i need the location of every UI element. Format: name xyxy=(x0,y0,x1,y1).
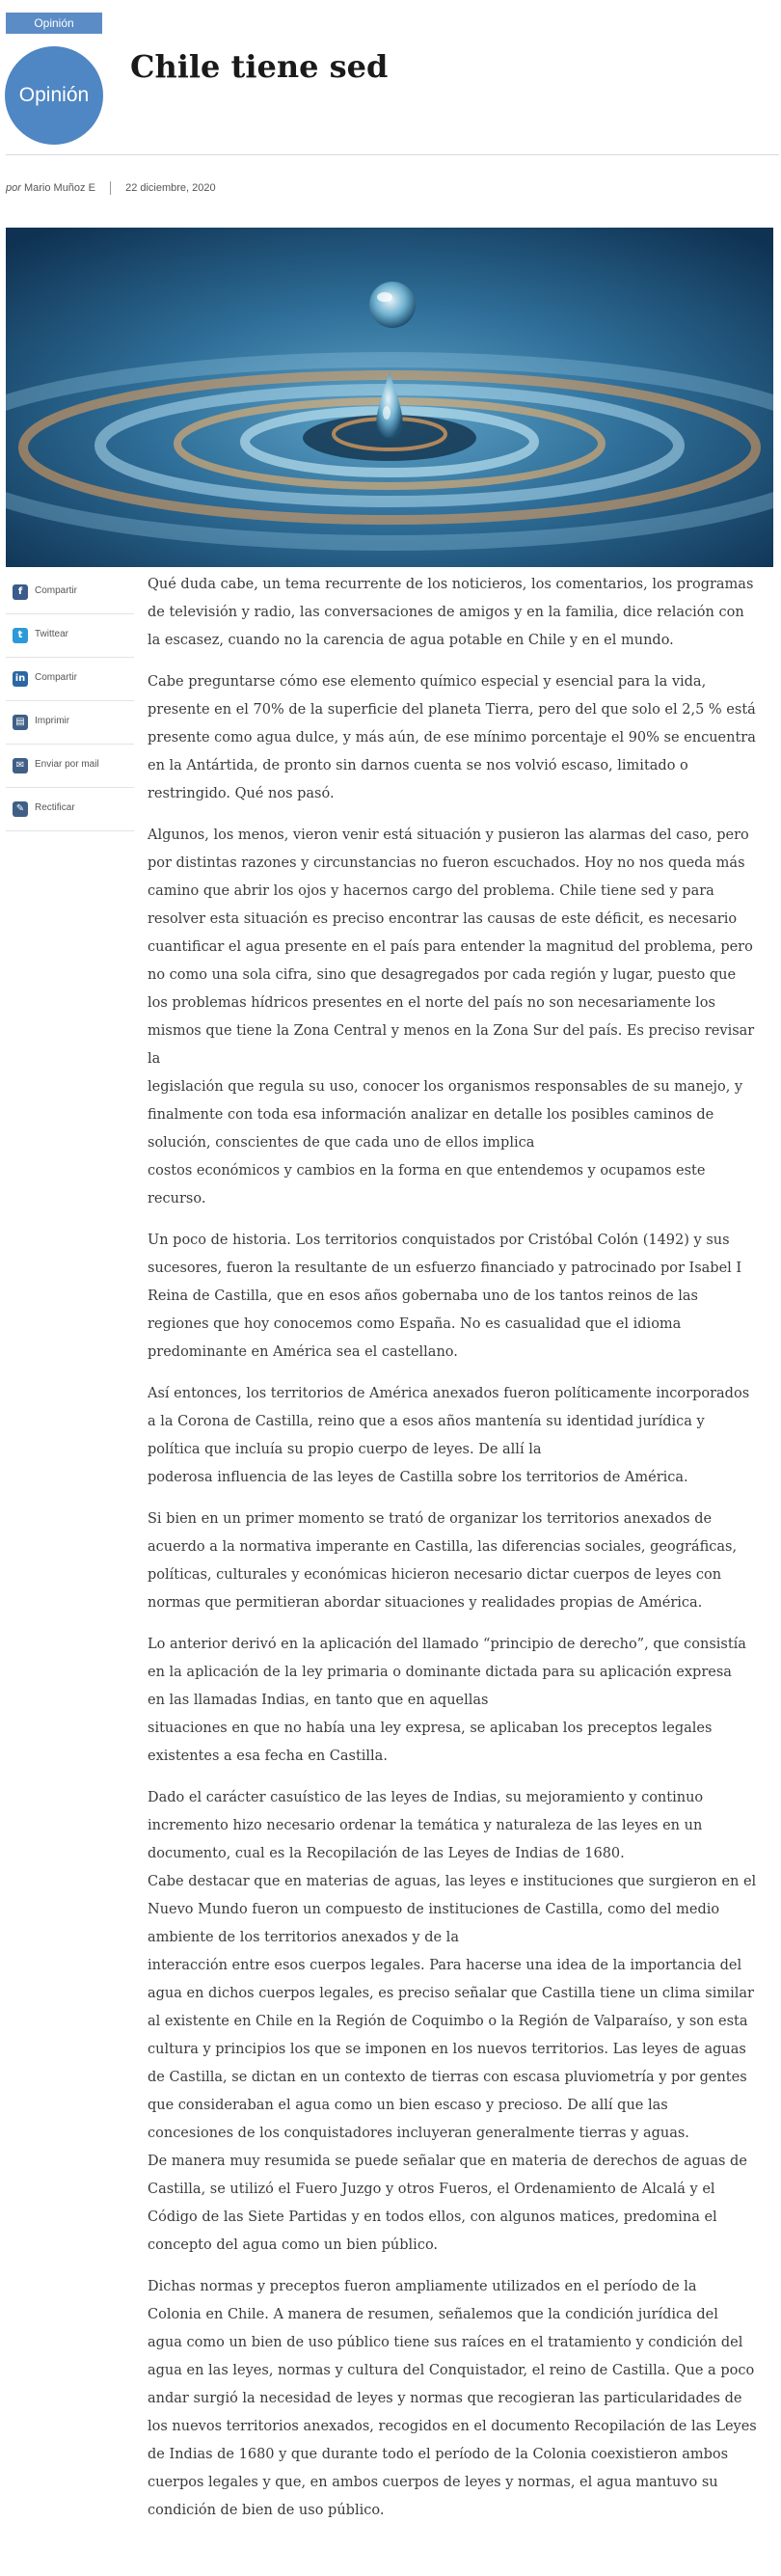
share-sidebar xyxy=(6,571,134,831)
paragraph-line: costos económicos y cambios en la forma en que entendemos y ocupamos este xyxy=(148,1163,706,1179)
paragraph-line: política que incluía su propio cuerpo de leyes. De allí la xyxy=(148,1442,542,1457)
paragraph-line: Si bien en un primer momento se trató de organizar los territorios anexados de xyxy=(148,1511,713,1527)
share-twitter-button[interactable] xyxy=(6,614,134,658)
paragraph-line: poderosa influencia de las leyes de Castilla sobre los territorios de América. xyxy=(148,1470,688,1485)
paragraph-line: Colonia en Chile. A manera de resumen, señalemos que la condición jurídica del xyxy=(148,2307,718,2322)
paragraph-line: que consideraban el agua como un bien escaso y precioso. De allí que las xyxy=(148,2098,668,2113)
paragraph-line: al existente en Chile en la Región de Coquimbo o la Región de Valparaíso, y son esta xyxy=(148,2014,748,2029)
paragraph-line: políticas, culturales y económicas hicieron necesario dictar cuerpos de leyes con xyxy=(148,1567,722,1583)
paragraph-line: andar surgió la necesidad de leyes y normas que recogieran las particularidades de xyxy=(148,2391,742,2406)
paragraph-line: en las llamadas Indias, en tanto que en aquellas xyxy=(148,1693,489,1708)
linkedin-icon: in xyxy=(13,671,28,687)
paragraph-line: de televisión y radio, las conversaciones de amigos y en la familia, dice relación con xyxy=(148,605,744,620)
paragraph-line: Dado el carácter casuístico de las leyes de Indias, su mejoramiento y continuo xyxy=(148,1790,704,1805)
article-paragraph xyxy=(148,2273,772,2525)
paragraph-line: Lo anterior derivó en la aplicación del llamado “principio de derecho”, que consistía xyxy=(148,1637,746,1652)
section-badge: Opinión xyxy=(5,46,103,145)
paragraph-line: documento, cual es la Recopilación de las Leyes de Indias de 1680. xyxy=(148,1846,625,1861)
paragraph-line: condición de bien de uso público. xyxy=(148,2503,385,2518)
paragraph-line: en la aplicación de la ley primaria o dominante dictada para su aplicación expresa xyxy=(148,1665,732,1680)
paragraph-line: predominante en América sea el castellano. xyxy=(148,1344,458,1360)
paragraph-line: presente en el 70% de la superficie del planeta Tierra, pero del que solo el 2,5 % está xyxy=(148,702,756,718)
paragraph-line: Código de las Siete Partidas y en todos ellos, con algunos matices, predomina el xyxy=(148,2210,717,2225)
paragraph-line: agua en dichos cuerpos legales, es preciso señalar que Castilla tiene un clima similar xyxy=(148,1986,754,2001)
paragraph-line: Cabe destacar que en materias de aguas, las leyes e instituciones que surgieron en el xyxy=(148,1874,757,1889)
paragraph-line: Un poco de historia. Los territorios conquistados por Cristóbal Colón (1492) y sus xyxy=(148,1233,730,1248)
article-paragraph xyxy=(148,2148,772,2260)
paragraph-line: a la Corona de Castilla, reino que a esos años mantenía su identidad jurídica y xyxy=(148,1414,705,1429)
paragraph-line: acuerdo a la normativa imperante en Castilla, las diferencias sociales, geográficas, xyxy=(148,1539,738,1555)
share-linkedin-button[interactable] xyxy=(6,658,134,701)
paragraph-line: la xyxy=(148,1051,161,1067)
share-label: Twittear xyxy=(35,629,69,639)
hero-image-water-drop xyxy=(6,228,773,567)
paragraph-line: cuerpos legales y que, en ambos cuerpos de leyes y normas, el agua mantuvo su xyxy=(148,2475,718,2490)
paragraph-line: los nuevos territorios anexados, recogidos en el documento Recopilación de las Leyes xyxy=(148,2419,757,2434)
paragraph-line: incremento hizo necesario ordenar la temática y naturaleza de las leyes en un xyxy=(148,1818,703,1833)
header-divider xyxy=(6,154,779,155)
author-name[interactable]: Mario Muñoz E xyxy=(23,181,95,194)
share-label: Rectificar xyxy=(35,802,75,813)
article-paragraph xyxy=(148,1380,772,1492)
publish-date: 22 diciembre, 2020 xyxy=(125,181,216,194)
paragraph-line: de Castilla, se dictan en un contexto de tierras con escasa pluviometría y por gentes xyxy=(148,2070,747,2085)
article-body xyxy=(148,571,772,2538)
paragraph-line: Algunos, los menos, vieron venir está situación y pusieron las alarmas del caso, pero xyxy=(148,827,749,843)
paragraph-line: Castilla, se utilizó el Fuero Juzgo y otros Fueros, el Ordenamiento de Alcalá y el xyxy=(148,2182,715,2197)
paragraph-line: concepto del agua como un bien público. xyxy=(148,2237,439,2253)
paragraph-line: agua en las leyes, normas y cultura del Conquistador, el reino de Castilla. Que a poco xyxy=(148,2363,755,2378)
paragraph-line: regiones que hoy conocemos como España. No es casualidad que el idioma xyxy=(148,1316,682,1332)
share-label: Enviar por mail xyxy=(35,759,99,770)
share-label: Imprimir xyxy=(35,716,70,726)
article-paragraph xyxy=(148,668,772,808)
paragraph-line: en la Antártida, de pronto sin darnos cuenta se nos volvió escaso, limitado o xyxy=(148,758,688,773)
paragraph-line: recurso. xyxy=(148,1191,206,1207)
paragraph-line: Cabe preguntarse cómo ese elemento químico especial y esencial para la vida, xyxy=(148,674,707,690)
paragraph-line: De manera muy resumida se puede señalar que en materia de derechos de aguas de xyxy=(148,2154,747,2169)
paragraph-line: restringido. Qué nos pasó. xyxy=(148,786,335,801)
byline-por: por xyxy=(6,181,21,194)
paragraph-line: cultura y principios los que se imponen en los nuevos territorios. Las leyes de aguas xyxy=(148,2042,746,2057)
paragraph-line: de Indias de 1680 y que durante todo el período de la Colonia coexistieron ambos xyxy=(148,2447,729,2462)
paragraph-line: concesiones de los conquistadores incluyeran generalmente tierras y aguas. xyxy=(148,2126,689,2141)
print-button[interactable] xyxy=(6,701,134,745)
print-icon: ▤ xyxy=(13,715,28,730)
paragraph-line: la escasez, cuando no la carencia de agua potable en Chile y en el mundo. xyxy=(148,633,674,648)
share-label: Compartir xyxy=(35,672,77,683)
section-tag[interactable]: Opinión xyxy=(6,13,102,34)
paragraph-line: situaciones en que no había una ley expresa, se aplicaban los preceptos legales xyxy=(148,1721,713,1736)
water-drop-illustration xyxy=(6,228,773,567)
rectify-button[interactable] xyxy=(6,788,134,831)
paragraph-line: presente como agua dulce, y más aún, de ese mínimo porcentaje el 90% se encuentra xyxy=(148,730,756,746)
article-paragraph xyxy=(148,1784,772,2148)
paragraph-line: existentes a esa fecha en Castilla. xyxy=(148,1749,388,1764)
paragraph-line: no como una sola cifra, sino que desagregados por cada región y lugar, puesto que xyxy=(148,967,737,983)
paragraph-line: los problemas hídricos presentes en el norte del país no son necesariamente los xyxy=(148,995,715,1011)
byline xyxy=(6,181,216,195)
paragraph-line: solución, conscientes de que cada uno de ellos implica xyxy=(148,1135,535,1151)
article-paragraph xyxy=(148,1505,772,1617)
paragraph-line: interacción entre esos cuerpos legales. Para hacerse una idea de la importancia del xyxy=(148,1958,742,1973)
paragraph-line: por distintas razones y circunstancias no fueron escuchados. Hoy no nos queda más xyxy=(148,855,745,871)
paragraph-line: ambiente de los territorios anexados y de la xyxy=(148,1930,459,1945)
facebook-icon: f xyxy=(13,584,28,600)
paragraph-line: agua como un bien de uso público tiene sus raíces en el tratamiento y condición del xyxy=(148,2335,743,2350)
share-label: Compartir xyxy=(35,585,77,596)
paragraph-line: finalmente con toda esa información analizar en detalle los posibles caminos de xyxy=(148,1107,714,1123)
paragraph-line: mismos que tiene la Zona Central y menos en la Zona Sur del país. Es preciso revisar xyxy=(148,1023,755,1039)
edit-icon: ✎ xyxy=(13,801,28,817)
paragraph-line: legislación que regula su uso, conocer los organismos responsables de su manejo, y xyxy=(148,1079,743,1095)
paragraph-line: cuantificar el agua presente en el país para entender la magnitud del problema, pero xyxy=(148,939,753,955)
article-paragraph xyxy=(148,822,772,1213)
paragraph-line: resolver esta situación es preciso encontrar las causas de este déficit, es necesario xyxy=(148,911,738,927)
paragraph-line: camino que abrir los ojos y hacernos cargo del problema. Chile tiene sed y para xyxy=(148,883,714,899)
mail-icon: ✉ xyxy=(13,758,28,773)
paragraph-line: Dichas normas y preceptos fueron ampliamente utilizados en el período de la xyxy=(148,2279,697,2294)
paragraph-line: normas que permitieran abordar situaciones y realidades propias de América. xyxy=(148,1595,703,1611)
article-title: Chile tiene sed xyxy=(130,48,389,85)
paragraph-line: Qué duda cabe, un tema recurrente de los noticieros, los comentarios, los programas xyxy=(148,577,754,592)
paragraph-line: sucesores, fueron la resultante de un esfuerzo financiado y patrocinado por Isabel I xyxy=(148,1261,742,1276)
email-button[interactable] xyxy=(6,745,134,788)
article-paragraph xyxy=(148,1227,772,1367)
article-paragraph xyxy=(148,1631,772,1771)
article-paragraph xyxy=(148,571,772,655)
paragraph-line: Reina de Castilla, que en esos años gobernaba uno de los tantos reinos de las xyxy=(148,1288,699,1304)
paragraph-line: Así entonces, los territorios de América anexados fueron políticamente incorporados xyxy=(148,1386,750,1401)
twitter-icon: t xyxy=(13,628,28,643)
share-facebook-button[interactable] xyxy=(6,571,134,614)
byline-separator xyxy=(110,181,111,195)
paragraph-line: Nuevo Mundo fueron un compuesto de instituciones de Castilla, como del medio xyxy=(148,1902,720,1917)
